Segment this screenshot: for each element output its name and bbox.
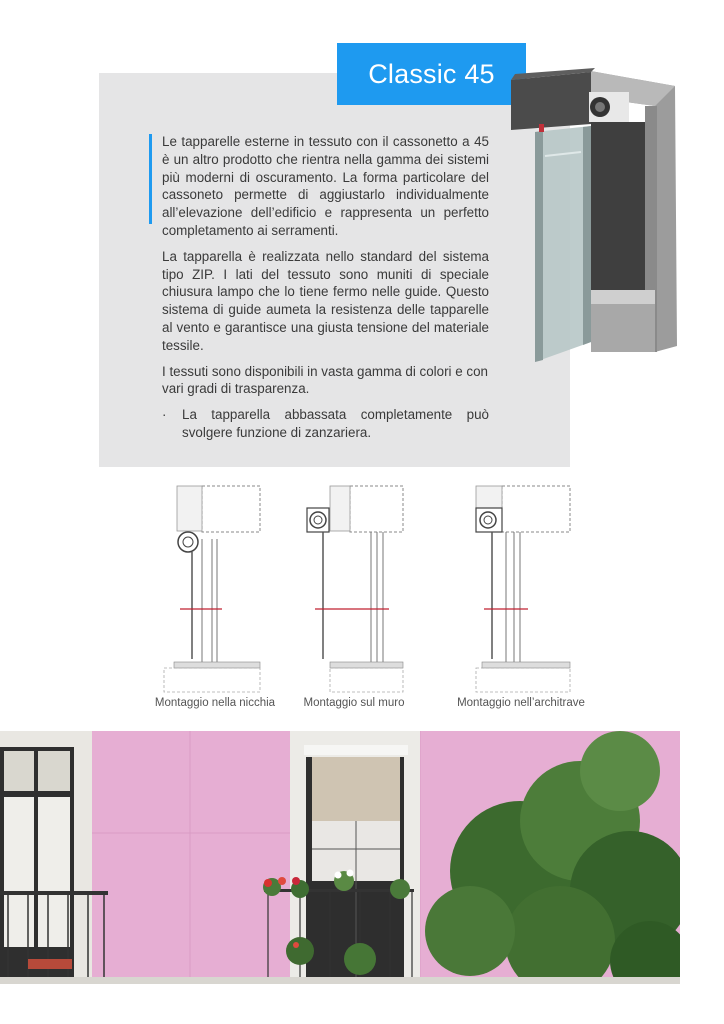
description-text: [162, 133, 489, 442]
caption-niche: Montaggio nella nicchia: [154, 697, 276, 709]
page-title: Classic 45: [337, 43, 526, 105]
niche-mounting-diagram-icon: [162, 484, 262, 694]
wall-mounting-diagram-icon: [305, 484, 405, 694]
facade-photo: [0, 731, 680, 984]
paragraph-intro: Le tapparelle esterne in tessuto con il cassonetto a 45 è un altro prodotto che rientra nella gamma dei sistemi più moderni di oscuramento. La forma particolare del cassoneto permette di aggiustarlo individualmente all’elevazione dell’edificio e rappresenta un perfetto completamento ai serramenti.: [162, 134, 489, 238]
lintel-mounting-diagram-icon: [472, 484, 572, 694]
caption-lintel: Montaggio nell’architrave: [457, 697, 585, 709]
bullet-item: [162, 406, 489, 442]
roller-shutter-product-image: [505, 66, 681, 366]
paragraph-fabrics: I tessuti sono disponibili in vasta gamma di colori e con vari gradi di trasparenza.: [162, 363, 489, 397]
caption-wall: Montaggio sul muro: [303, 697, 405, 709]
bullet-symbol: ·: [162, 407, 167, 423]
bullet-text: La tapparella abbassata completamente può svolgere funzione di zanzariera.: [182, 407, 489, 440]
accent-bar: [149, 134, 152, 224]
paragraph-zip-system: La tapparella è realizzata nello standard del sistema tipo ZIP. I lati del tessuto sono muniti di speciale chiusura lampo che lo tiene fermo nelle guide. Questo sistema di guide aumeta la resistenza delle tapparelle al vento e garantisce una giusta tensione del materiale tessile.: [162, 248, 489, 353]
